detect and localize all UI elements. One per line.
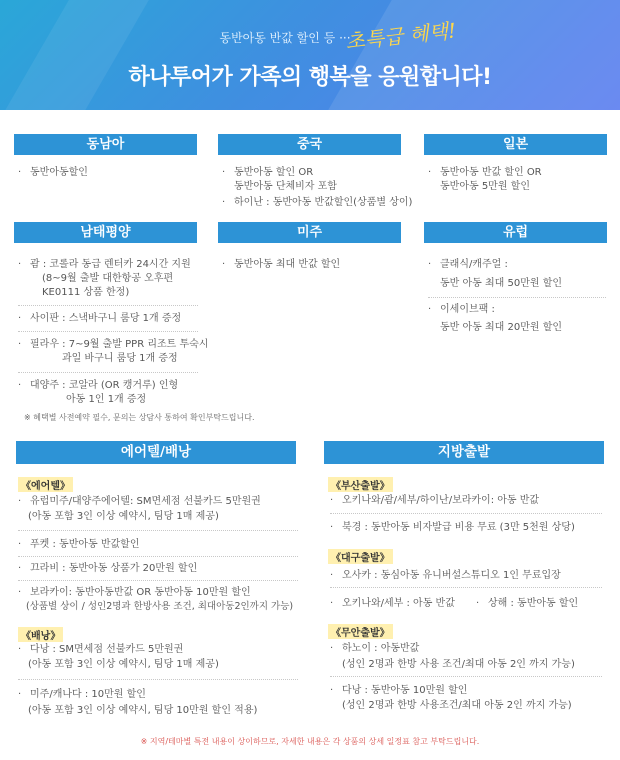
- list-item: · 괌 : 코롤라 동급 렌터카 24시간 지원: [18, 259, 191, 270]
- section-header-south-pacific: 남태평양: [14, 222, 197, 243]
- divider: [330, 513, 602, 514]
- list-item: · 오키나와/세부 : 아동 반값: [330, 598, 455, 609]
- list-item: · 끄라비 : 동반아동 상품가 20만원 할인: [18, 563, 198, 574]
- subheader-daegu: 《대구출발》: [328, 549, 393, 564]
- section-header-japan: 일본: [424, 134, 607, 155]
- list-item-cont: (상품별 상이 / 성인2명과 한방사용 조건, 최대아동2인까지 가능): [26, 601, 294, 612]
- list-item-cont: 동반아동 5만원 할인: [440, 181, 530, 192]
- list-item-cont: (8~9월 출발 대한항공 오후편: [42, 273, 174, 284]
- list-item: · 필라우 : 7~9월 출발 PPR 리조트 투숙시: [18, 339, 209, 350]
- reservation-note: ※ 혜택별 사전예약 필수, 문의는 상담사 통하여 확인부탁드립니다.: [24, 413, 255, 422]
- list-item-cont: KE0111 상품 한정): [42, 287, 130, 298]
- list-item: · 보라카이: 동반아동반값 OR 동반아동 10만원 할인: [18, 587, 251, 598]
- divider: [428, 297, 606, 298]
- divider: [18, 556, 298, 557]
- list-item: · 이세이브팩 :: [428, 304, 495, 315]
- banner-shine: [317, 0, 620, 110]
- list-item: · 다낭 : SM면세점 선불카드 5만원권: [18, 644, 184, 655]
- banner-title: 하나투어가 가족의 행복을 응원합니다!: [128, 65, 492, 90]
- list-item: · 하노이 : 아동반값: [330, 643, 420, 654]
- list-item-cont: (성인 2명과 한방 사용조건/최대 아동 2인 까지 가능): [342, 700, 572, 711]
- list-item-cont: (성인 2명과 한방 사용 조건/최대 아동 2인 까지 가능): [342, 659, 575, 670]
- divider: [18, 331, 198, 332]
- divider: [330, 587, 602, 588]
- list-item: · 오사카 : 동심아동 유니버설스튜디오 1인 무료입장: [330, 570, 561, 581]
- list-item: · 동반아동할인: [18, 167, 88, 178]
- list-item: · 유럽미주/대양주에어텔: SM면세점 선불카드 5만원권: [18, 496, 261, 507]
- list-item: · 사이판 : 스낵바구니 룸당 1개 증정: [18, 313, 182, 324]
- list-item-cont: (아동 포함 3인 이상 예약시, 팀당 1매 제공): [28, 511, 219, 522]
- list-item: · 푸켓 : 동반아동 반값할인: [18, 539, 140, 550]
- section-header-china: 중국: [218, 134, 401, 155]
- section-header-americas: 미주: [218, 222, 401, 243]
- list-item: · 대양주 : 코알라 (OR 캥거루) 인형: [18, 380, 179, 391]
- list-item: · 동반아동 할인 OR: [222, 167, 314, 178]
- list-item-cont: 동반 아동 최대 50만원 할인: [440, 278, 563, 289]
- section-header-southeast-asia: 동남아: [14, 134, 197, 155]
- subheader-busan: 《부산출발》: [328, 477, 393, 492]
- footer-note: ※ 지역/테마별 특전 내용이 상이하므로, 자세한 내용은 각 상품의 상세 일정표 참고 부탁드립니다.: [140, 737, 480, 746]
- subheader-backpack: 《배낭》: [18, 627, 63, 642]
- list-item: · 클래식/캐주얼 :: [428, 259, 508, 270]
- banner-script-text: 초특급 혜택!: [344, 18, 458, 54]
- banner-kicker: 동반아동 반값 할인 등 ···: [219, 31, 351, 45]
- list-item-cont: (아동 포함 3인 이상 예약시, 팀당 10만원 할인 적용): [28, 705, 258, 716]
- list-item: · 북경 : 동반아동 비자발급 비용 무료 (3만 5천원 상당): [330, 522, 575, 533]
- list-item: · 오키나와/괌/세부/하이난/보라카이: 아동 반값: [330, 495, 540, 506]
- list-item-cont: 동반아동 단체비자 포함: [234, 181, 337, 192]
- banner-shine-2: [0, 0, 166, 110]
- list-item: · 동반아동 최대 반값 할인: [222, 259, 341, 270]
- list-item: · 하이난 : 동반아동 반값할인(상품별 상이): [222, 197, 413, 208]
- subheader-muan: 《무안출발》: [328, 624, 393, 639]
- section-header-regional: 지방출발: [324, 441, 604, 464]
- divider: [18, 530, 298, 531]
- list-item-cont: 아동 1인 1개 증정: [66, 394, 147, 405]
- list-item: · 동반아동 반값 할인 OR: [428, 167, 542, 178]
- divider: [18, 580, 298, 581]
- divider: [18, 372, 198, 373]
- subheader-airtel: 《에어텔》: [18, 477, 73, 492]
- divider: [18, 679, 298, 680]
- section-header-europe: 유럽: [424, 222, 607, 243]
- divider: [330, 676, 602, 677]
- divider: [18, 305, 198, 306]
- list-item-cont: 동반 아동 최대 20만원 할인: [440, 322, 563, 333]
- list-item-cont: (아동 포함 3인 이상 예약시, 팀당 1매 제공): [28, 659, 219, 670]
- section-header-airtel: 에어텔/배낭: [16, 441, 296, 464]
- list-item-cont: 과일 바구니 룸당 1개 증정: [62, 353, 178, 364]
- list-item: · 다낭 : 동반아동 10만원 할인: [330, 685, 468, 696]
- list-item: · 미주/캐나다 : 10만원 할인: [18, 689, 146, 700]
- promo-banner: [0, 0, 620, 110]
- list-item: · 상해 : 동반아동 할인: [476, 598, 579, 609]
